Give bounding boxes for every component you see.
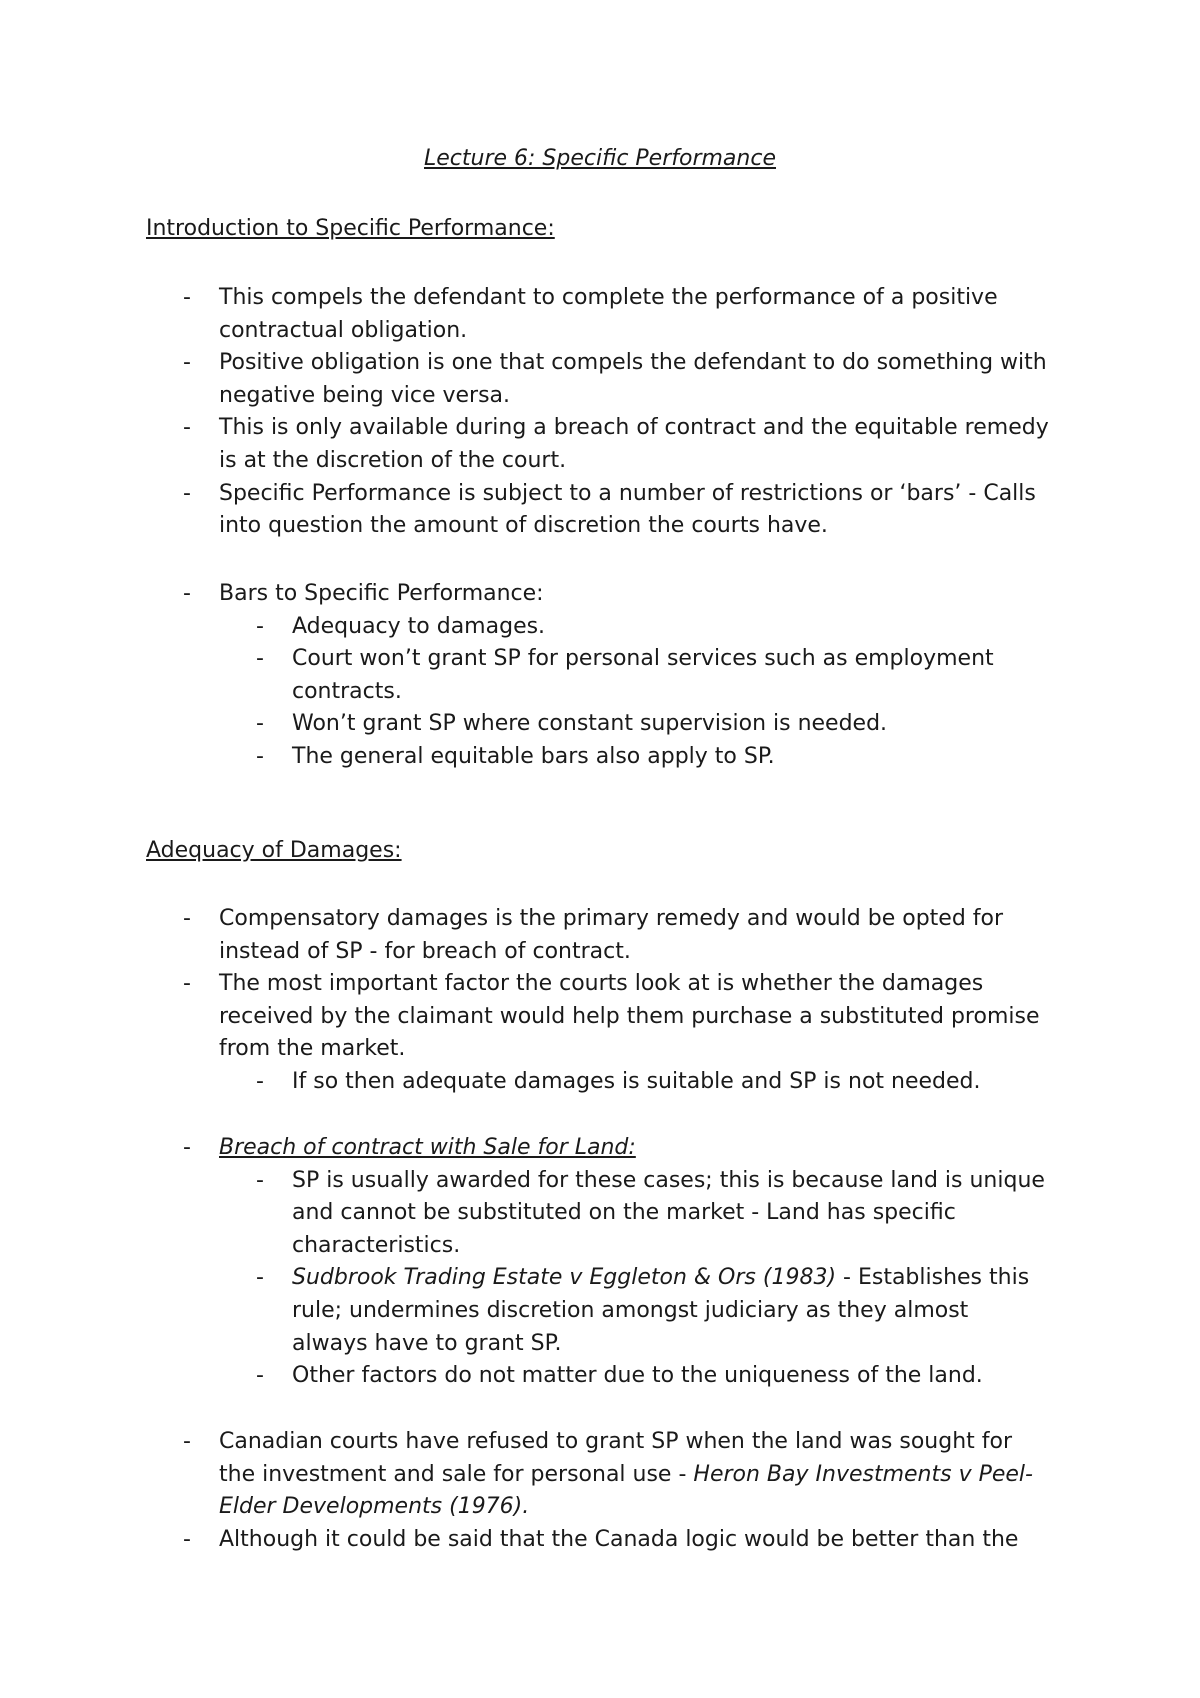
bullet-dash: - [183, 285, 191, 310]
list-item-text: - Establishes this rule; undermines discretion amongst judiciary as they almost always have to grant SP. [292, 1265, 1030, 1356]
bullet-dash: - [183, 415, 191, 441]
section-heading-introduction: Introduction to Specific Performance: [146, 216, 555, 241]
list-item [0, 903, 1049, 968]
bullet-dash: - [256, 1068, 264, 1094]
list-item [0, 1426, 1049, 1524]
list-item [0, 347, 1049, 412]
canada-bullets [0, 1426, 1200, 1556]
bullet-dash: - [256, 1363, 264, 1389]
list-item-text: The most important factor the courts look at is whether the damages received by the claimant would help them purchase a substituted promise from the market. [219, 971, 1040, 1062]
bullet-dash: - [256, 743, 264, 769]
list-item-text: If so then adequate damages is suitable and SP is not needed. [292, 1068, 981, 1094]
bars-bullets [0, 578, 1200, 774]
page-title: Lecture 6: Specific Performance [424, 146, 776, 171]
list-item-text: Canadian courts have refused to grant SP when the land was sought for the investment and sale for personal use - [219, 1429, 1013, 1487]
list-item [0, 1066, 1049, 1099]
list-item-text: The general equitable bars also apply to SP. [292, 743, 775, 769]
list-item [0, 741, 1049, 774]
bullet-dash: - [183, 1135, 191, 1160]
list-item [0, 578, 1049, 611]
list-item [0, 478, 1049, 543]
bullet-dash: - [256, 1265, 264, 1291]
adequacy-bullets [0, 903, 1200, 1099]
bullet-dash: - [183, 480, 191, 506]
list-item-text: This is only available during a breach of contract and the equitable remedy is at the discretion of the court. [219, 415, 1049, 473]
list-item-text: Other factors do not matter due to the uniqueness of the land. [292, 1363, 983, 1389]
bullet-dash: - [256, 646, 264, 672]
land-bullets [0, 1132, 1200, 1393]
introduction-bullets [0, 282, 1200, 543]
bullet-dash: - [183, 581, 191, 606]
list-item [0, 1165, 1049, 1263]
list-item-text: Won’t grant SP where constant supervision is needed. [292, 711, 888, 737]
list-item-text: Positive obligation is one that compels the defendant to do something with negative being vice versa. [219, 350, 1047, 408]
case-citation: Sudbrook Trading Estate v Eggleton & Ors (1983) [292, 1265, 837, 1291]
bullet-dash: - [183, 1526, 191, 1552]
list-item [0, 282, 1049, 347]
list-item-text: Compensatory damages is the primary remedy and would be opted for instead of SP - for breach of contract. [219, 906, 1004, 964]
list-item-text: Although it could be said that the Canada logic would be better than the [219, 1526, 1019, 1552]
list-item-text: SP is usually awarded for these cases; this is because land is unique and cannot be substituted on the market - Land has specific characteristics. [292, 1167, 1045, 1258]
list-item-text: Specific Performance is subject to a number of restrictions or ‘bars’ - Calls into question the amount of discretion the courts have. [219, 480, 1036, 539]
bullet-dash: - [256, 711, 264, 737]
list-item [0, 1524, 1049, 1557]
list-item-text: This compels the defendant to complete the performance of a positive contractual obligation. [219, 285, 998, 343]
case-citation: Heron Bay Investments v Peel-Elder Developments (1976). [219, 1461, 1033, 1520]
list-item [0, 1360, 1049, 1393]
bullet-dash: - [183, 971, 191, 997]
list-item [0, 1132, 1049, 1165]
list-item-text: Bars to Specific Performance: [219, 581, 544, 606]
list-item-text: Adequacy to damages. [292, 613, 546, 639]
land-subheading: Breach of contract with Sale for Land: [219, 1135, 636, 1160]
bullet-dash: - [183, 906, 191, 931]
list-item [0, 412, 1049, 477]
list-item [0, 1262, 1049, 1360]
list-item-text: Court won’t grant SP for personal services such as employment contracts. [292, 646, 994, 704]
bullet-dash: - [256, 613, 264, 639]
list-item [0, 708, 1049, 741]
list-item [0, 968, 1049, 1066]
list-item [0, 643, 1049, 708]
list-item [0, 611, 1049, 644]
bullet-dash: - [183, 1429, 191, 1454]
bullet-dash: - [256, 1167, 264, 1193]
section-heading-adequacy: Adequacy of Damages: [146, 838, 402, 863]
bullet-dash: - [183, 350, 191, 376]
